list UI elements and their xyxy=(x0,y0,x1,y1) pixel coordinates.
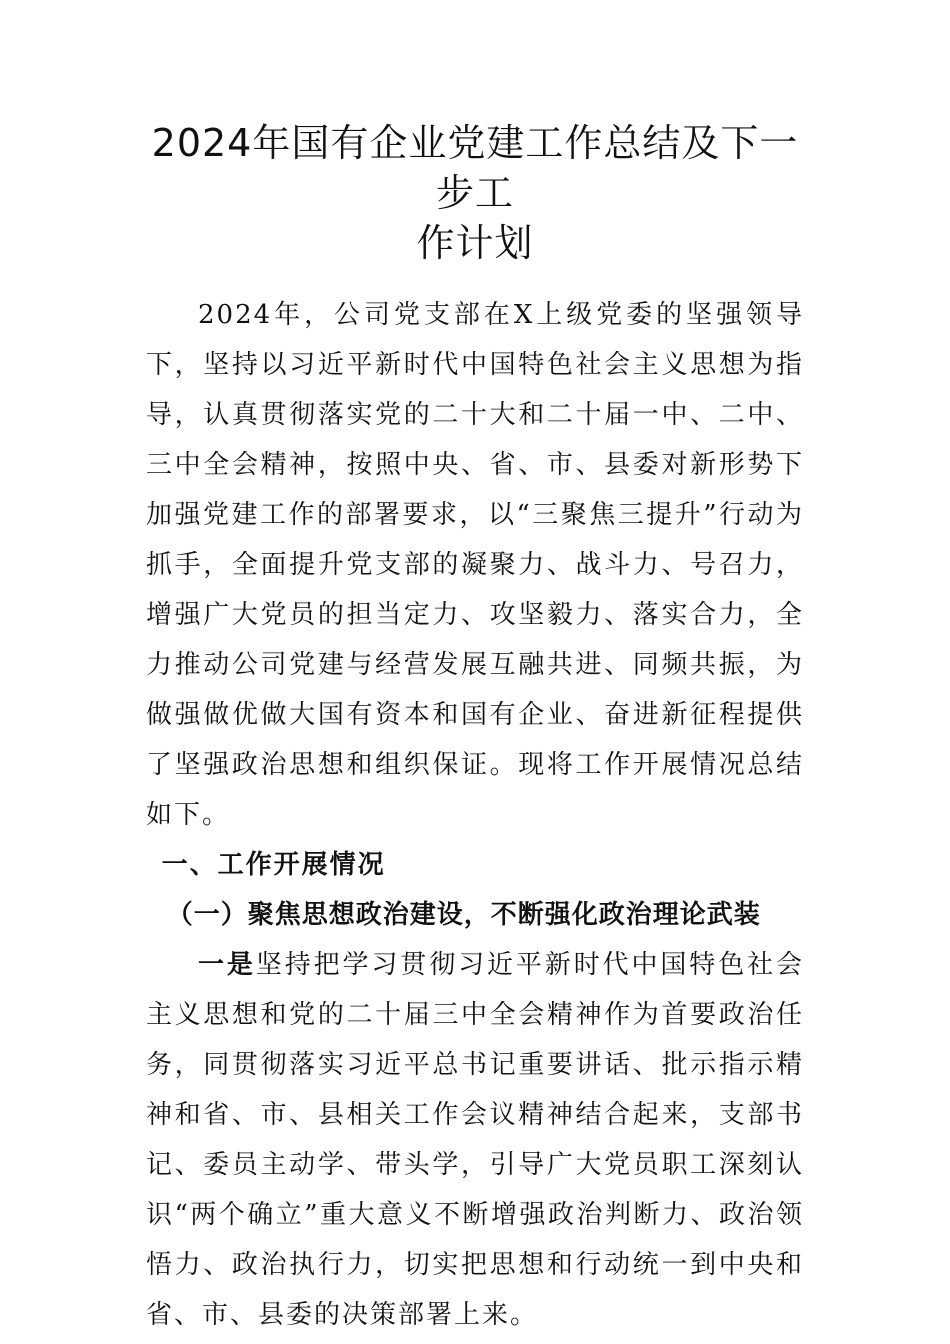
subsection-heading-ideology: （一）聚焦思想政治建设，不断强化政治理论武装 xyxy=(166,900,761,930)
intro-paragraph: 2024年，公司党支部在X上级党委的坚强领导下，坚持以习近平新时代中国特色社会主义思想为指导，认真贯彻落实党的二十大和二十届一中、二中、三中全会精神，按照中央、省、市、县委对新形势下加强党建工作的部署要求，以“三聚焦三提升”行动为抓手，全面提升党支部的凝聚力、战斗力、号召力，增强广大党员的担当定力、攻坚毅力、落实合力，全力推动公司党建与经营发展互融共进、同频共振，为做强做优做大国有资本和国有企业、奋进新征程提供了坚强政治思想和组织保证。现将工作开展情况总结如下。 xyxy=(146,300,804,830)
document-title-line-1: 2024年国有企业党建工作总结及下一步工 xyxy=(151,121,799,215)
point-one-paragraph xyxy=(146,940,804,1340)
document-body xyxy=(146,290,804,1340)
document-title xyxy=(146,118,804,268)
section-heading-work-status: 一、工作开展情况 xyxy=(161,850,386,880)
point-one-text: 坚持把学习贯彻习近平新时代中国特色社会主义思想和党的二十届三中全会精神作为首要政治任务，同贯彻落实习近平总书记重要讲话、批示指示精神和省、市、县相关工作会议精神结合起来，支部书记、委员主动学、带头学，引导广大党员职工深刻认识“两个确立”重大意义不断增强政治判断力、政治领悟力、政治执行力，切实把思想和行动统一到中央和省、市、县委的决策部署上来。 xyxy=(146,950,804,1330)
point-one-lead: 一是 xyxy=(198,950,256,980)
document-title-line-2: 作计划 xyxy=(416,221,534,265)
